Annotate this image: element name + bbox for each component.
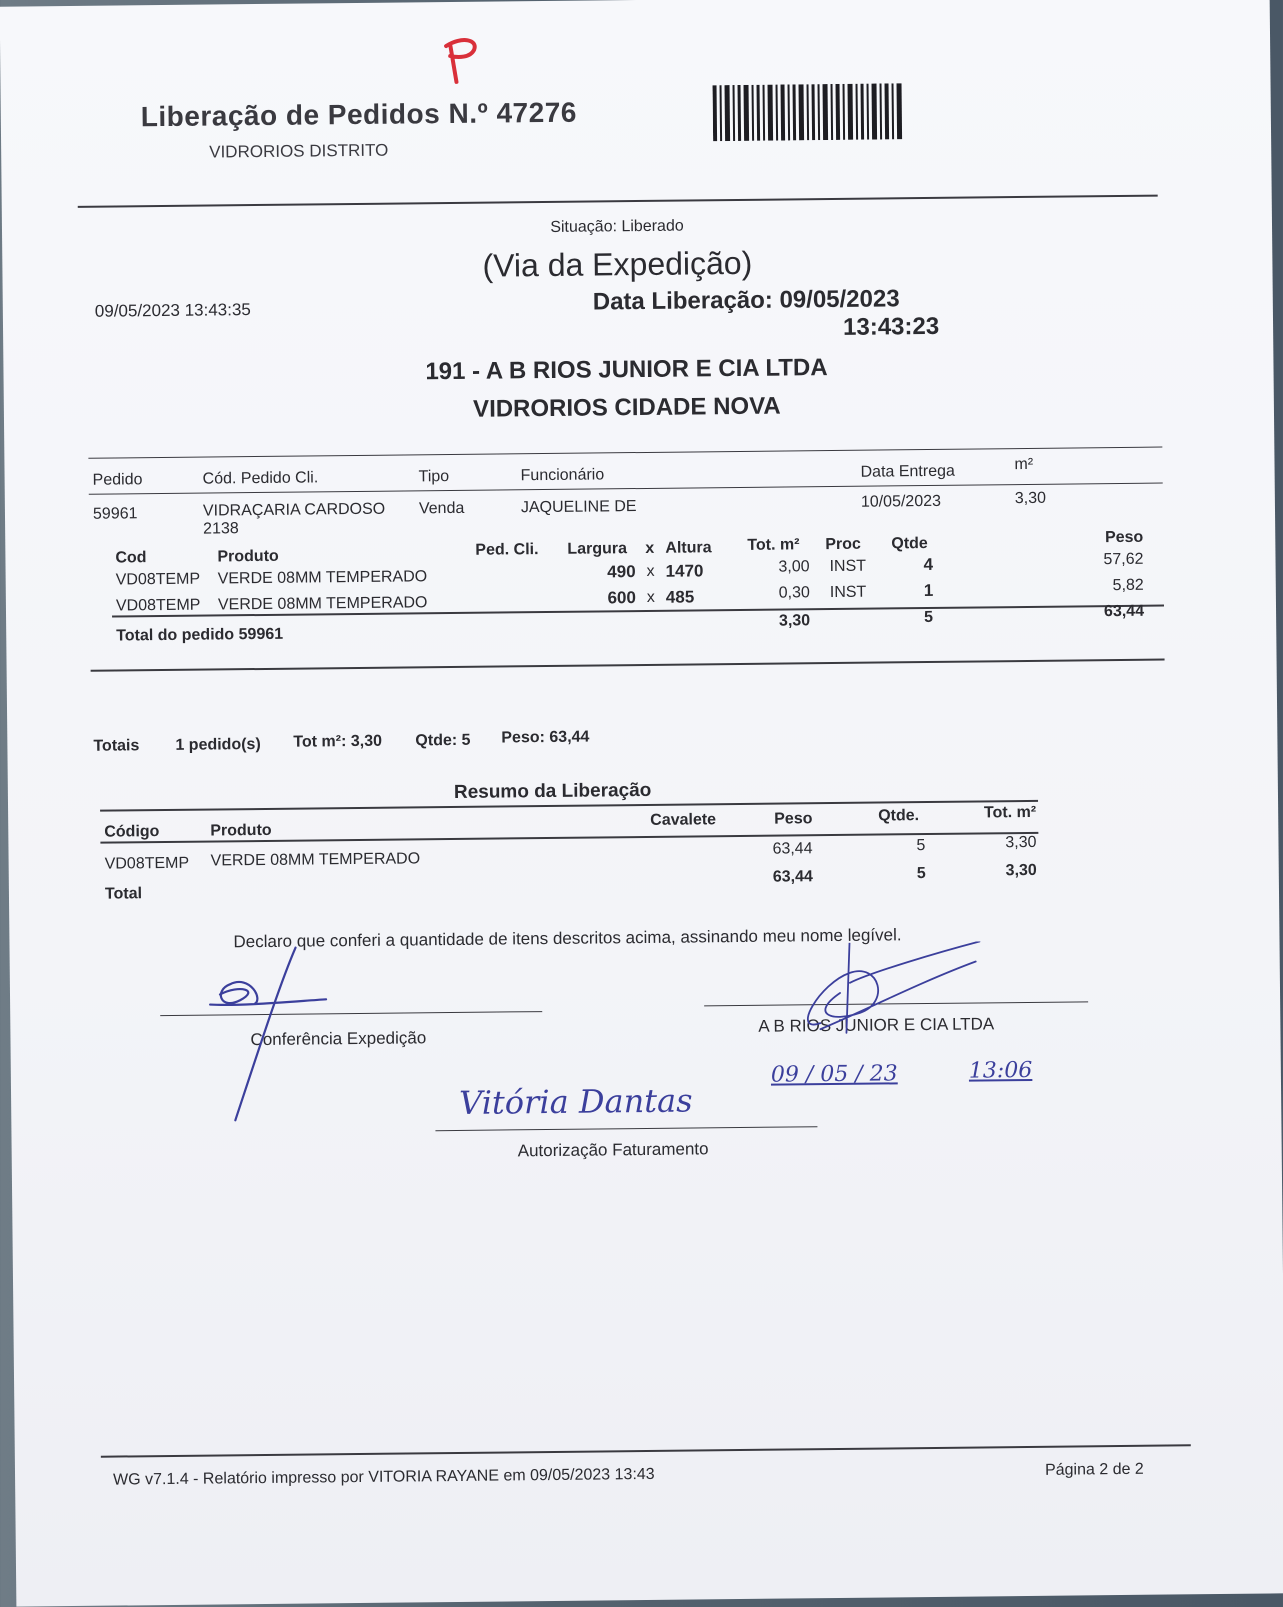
pedido-table-top-line [88,447,1162,459]
col-x: x [645,539,655,557]
item-peso: 5,82 [1112,576,1144,595]
total-pedido-m2: 3,30 [778,612,811,630]
item-altura: 485 [665,587,695,607]
col-cod-pedido-cli: Cód. Pedido Cli. [202,469,319,488]
resumo-col-produto: Produto [210,821,272,840]
company-name: VIDRORIOS DISTRITO [209,140,389,162]
autorizacao-signature-line [435,1126,817,1131]
col-altura: Altura [665,539,712,557]
item-tot-m2: 0,30 [778,584,810,602]
resumo-total-qtde: 5 [916,865,926,883]
footer-divider [101,1444,1191,1457]
item-qtde: 4 [923,554,934,575]
client-store: VIDRORIOS CIDADE NOVA [472,392,781,423]
col-m2: m² [1014,455,1034,474]
resumo-tot-m2: 3,30 [1005,833,1037,852]
total-pedido-qtde: 5 [924,608,934,627]
item-largura: 490 [607,562,636,582]
col-funcionario: Funcionário [520,466,605,485]
totais-peso: Peso: 63,44 [501,728,590,747]
header-divider [78,195,1158,208]
item-altura: 1470 [665,561,704,581]
item-peso: 57,62 [1103,550,1144,569]
conferencia-label: Conferência Expedição [250,1028,427,1050]
data-liberacao: Data Liberação: 09/05/2023 [592,285,900,316]
item-cod: VD08TEMP [115,570,201,589]
col-largura: Largura [567,540,628,558]
handwritten-date: 09 / 05 / 23 [770,1061,898,1088]
barcode-icon [713,83,904,141]
item-qtde: 1 [923,580,934,601]
resumo-qtde: 5 [916,837,926,855]
autorizacao-label: Autorização Faturamento [517,1139,709,1161]
resumo-col-peso: Peso [774,810,813,828]
col-data-entrega: Data Entrega [860,462,955,481]
col-cod: Cod [115,549,147,567]
col-proc: Proc [825,535,862,554]
col-ped-cli: Ped. Cli. [475,541,539,559]
resumo-col-codigo: Código [104,823,160,841]
print-datetime: 09/05/2023 13:43:35 [94,300,251,321]
item-produto: VERDE 08MM TEMPERADO [217,568,428,588]
col-peso: Peso [1104,528,1144,547]
resumo-total-peso: 63,44 [772,868,813,886]
footer-printed-by: WG v7.1.4 - Relatório impresso por VITORIA RAYANE em 09/05/2023 13:43 [113,1465,655,1489]
item-x: x [646,588,655,606]
col-pedido: Pedido [92,471,143,489]
data-liberacao-time: 13:43:23 [842,312,940,341]
item-largura: 600 [607,588,636,608]
handwritten-p-mark [428,30,489,91]
company-signature-label: A B RIOS JUNIOR E CIA LTDA [758,1014,995,1036]
pedido-number: 59961 [92,505,138,523]
item-tot-m2: 3,00 [778,558,810,576]
situacao-label: Situação: Liberado [550,217,684,236]
conferencia-signature [199,943,341,1134]
resumo-total-tot-m2: 3,30 [1005,861,1037,880]
resumo-codigo: VD08TEMP [104,854,190,873]
page-number: Página 2 de 2 [1044,1460,1144,1479]
resumo-peso: 63,44 [772,840,813,858]
resumo-produto: VERDE 08MM TEMPERADO [210,850,421,870]
company-signature [780,941,1001,1053]
totais-tot-m2: Tot m²: 3,30 [293,732,383,751]
item-produto: VERDE 08MM TEMPERADO [217,594,428,614]
declaration-text: Declaro que conferi a quantidade de itens descritos acima, assinando meu nome legível. [233,925,902,952]
resumo-col-cavalete: Cavalete [650,811,717,829]
resumo-title: Resumo da Liberação [453,779,652,803]
via-label: (Via da Expedição) [482,244,753,284]
item-x: x [646,562,655,580]
resumo-col-tot-m2: Tot. m² [983,803,1037,822]
col-tipo: Tipo [418,468,450,486]
data-entrega-value: 10/05/2023 [860,492,942,511]
total-pedido-peso: 63,44 [1103,602,1145,621]
totais-pedidos: 1 pedido(s) [175,736,261,754]
col-qtde: Qtde [891,535,928,553]
handwritten-time: 13:06 [968,1057,1033,1084]
resumo-col-qtde: Qtde. [878,807,920,825]
cod-pedido-cli-number: 2138 [203,520,239,538]
section-divider [91,659,1165,672]
document-title: Liberação de Pedidos N.º 47276 [140,96,578,133]
item-proc: INST [829,557,867,576]
total-pedido-label: Total do pedido 59961 [116,625,284,645]
funcionario-value: JAQUELINE DE [520,498,637,517]
item-cod: VD08TEMP [115,596,201,615]
totais-qtde: Qtde: 5 [415,731,471,750]
tipo-value: Venda [418,499,465,518]
resumo-total-label: Total [104,885,143,903]
autorizacao-signature: Vitória Dantas [458,1081,693,1122]
cod-pedido-cli: VIDRAÇARIA CARDOSO [202,500,386,520]
client-name: 191 - A B RIOS JUNIOR E CIA LTDA [425,354,828,386]
col-produto: Produto [217,547,279,566]
totais-label: Totais [93,737,140,755]
col-tot-m2: Tot. m² [747,536,800,554]
item-proc: INST [829,583,867,602]
m2-value: 3,30 [1014,489,1047,508]
